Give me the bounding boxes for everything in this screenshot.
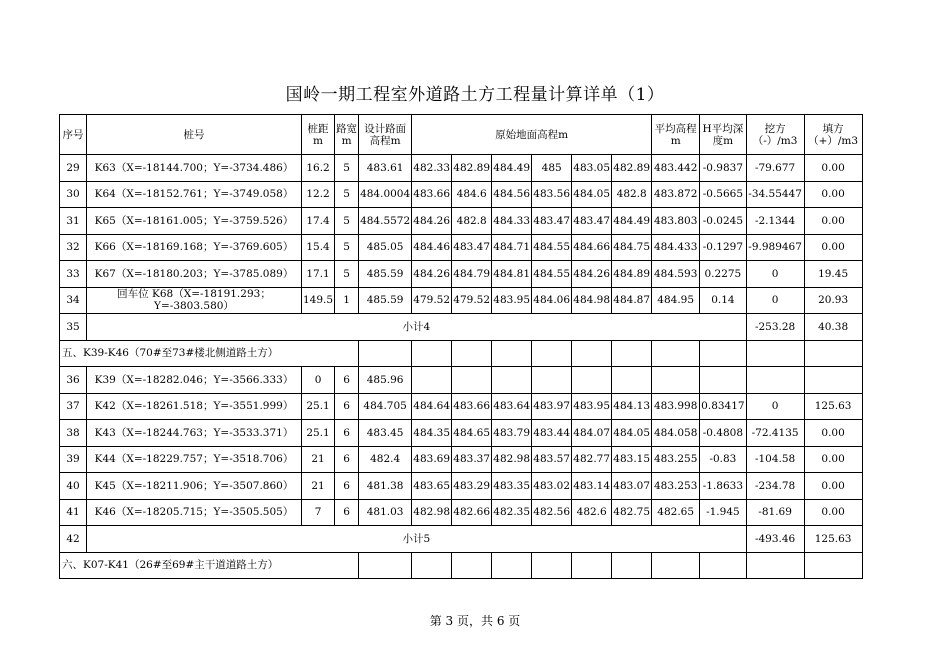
row-seq: 31 xyxy=(60,208,87,235)
row-station: K67（X=-18180.203；Y=-3785.089） xyxy=(87,261,302,288)
row-h-average: -0.4808 xyxy=(700,420,746,447)
row-distance: 25.1 xyxy=(302,420,335,447)
empty-cell xyxy=(572,340,612,367)
row-station: K66（X=-18169.168；Y=-3769.605） xyxy=(87,234,302,261)
row-original-elevation: 479.52 xyxy=(412,287,452,314)
row-average-elevation: 483.803 xyxy=(652,208,700,235)
row-design-elevation: 483.61 xyxy=(359,155,412,182)
empty-cell xyxy=(804,340,862,367)
row-original-elevation: 483.57 xyxy=(532,446,572,473)
empty-cell xyxy=(652,552,700,579)
row-original-elevation: 479.52 xyxy=(452,287,492,314)
row-original-elevation xyxy=(452,367,492,394)
row-station: K42（X=-18261.518；Y=-3551.999） xyxy=(87,393,302,420)
row-h-average: -0.5665 xyxy=(700,181,746,208)
row-seq: 35 xyxy=(60,314,87,341)
row-seq: 41 xyxy=(60,499,87,526)
row-original-elevation: 482.8 xyxy=(452,208,492,235)
row-width: 6 xyxy=(335,393,359,420)
empty-cell xyxy=(804,552,862,579)
row-original-elevation xyxy=(412,367,452,394)
empty-cell xyxy=(746,552,804,579)
row-cut: -72.4135 xyxy=(746,420,804,447)
row-average-elevation: 482.65 xyxy=(652,499,700,526)
subtotal-row xyxy=(60,314,863,341)
header-h-average: H平均深度m xyxy=(700,115,746,155)
row-original-elevation: 483.79 xyxy=(492,420,532,447)
table-row xyxy=(60,208,863,235)
row-distance: 21 xyxy=(302,446,335,473)
row-original-elevation: 484.6 xyxy=(452,181,492,208)
row-original-elevation: 483.64 xyxy=(492,393,532,420)
row-fill: 0.00 xyxy=(804,155,862,182)
row-width: 6 xyxy=(335,367,359,394)
row-distance: 149.5 xyxy=(302,287,335,314)
row-cut: 0 xyxy=(746,261,804,288)
row-original-elevation: 484.89 xyxy=(612,261,652,288)
section-row xyxy=(60,340,863,367)
row-original-elevation: 484.66 xyxy=(572,234,612,261)
table-row xyxy=(60,155,863,182)
row-design-elevation: 484.5572 xyxy=(359,208,412,235)
row-distance: 17.1 xyxy=(302,261,335,288)
row-cut: -34.55447 xyxy=(746,181,804,208)
row-station: K63（X=-18144.700；Y=-3734.486） xyxy=(87,155,302,182)
empty-cell xyxy=(492,552,532,579)
row-original-elevation: 483.47 xyxy=(452,234,492,261)
subtotal-label: 小计4 xyxy=(87,314,747,341)
row-h-average: -1.8633 xyxy=(700,473,746,500)
row-width: 6 xyxy=(335,473,359,500)
empty-cell xyxy=(572,552,612,579)
row-seq: 33 xyxy=(60,261,87,288)
row-original-elevation: 483.47 xyxy=(532,208,572,235)
row-original-elevation: 484.26 xyxy=(412,208,452,235)
empty-cell xyxy=(652,340,700,367)
row-seq: 30 xyxy=(60,181,87,208)
table-row xyxy=(60,393,863,420)
row-original-elevation: 483.35 xyxy=(492,473,532,500)
row-original-elevation: 483.07 xyxy=(612,473,652,500)
row-original-elevation: 483.47 xyxy=(572,208,612,235)
row-design-elevation: 485.96 xyxy=(359,367,412,394)
row-width: 5 xyxy=(335,234,359,261)
row-station: K46（X=-18205.715；Y=-3505.505） xyxy=(87,499,302,526)
row-original-elevation: 482.6 xyxy=(572,499,612,526)
row-cut: 0 xyxy=(746,287,804,314)
row-fill: 125.63 xyxy=(804,393,862,420)
empty-cell xyxy=(412,340,452,367)
earthwork-table xyxy=(59,114,863,579)
row-original-elevation: 484.64 xyxy=(412,393,452,420)
row-average-elevation: 483.253 xyxy=(652,473,700,500)
row-distance: 7 xyxy=(302,499,335,526)
table-row xyxy=(60,367,863,394)
row-fill: 0.00 xyxy=(804,208,862,235)
row-cut: -2.1344 xyxy=(746,208,804,235)
table-row xyxy=(60,473,863,500)
row-original-elevation: 483.97 xyxy=(532,393,572,420)
row-station: K44（X=-18229.757；Y=-3518.706） xyxy=(87,446,302,473)
row-fill: 0.00 xyxy=(804,499,862,526)
row-original-elevation: 484.06 xyxy=(532,287,572,314)
row-original-elevation: 484.13 xyxy=(612,393,652,420)
row-original-elevation: 482.77 xyxy=(572,446,612,473)
row-original-elevation: 482.98 xyxy=(412,499,452,526)
row-distance: 15.4 xyxy=(302,234,335,261)
row-original-elevation: 482.89 xyxy=(452,155,492,182)
row-original-elevation: 484.87 xyxy=(612,287,652,314)
table-row xyxy=(60,420,863,447)
header-original-elevation: 原始地面高程m xyxy=(412,115,652,155)
section-title: 六、K07-K41（26#至69#主干道道路土方） xyxy=(60,552,359,579)
row-original-elevation: 482.66 xyxy=(452,499,492,526)
row-fill: 0.00 xyxy=(804,473,862,500)
subtotal-cut: -493.46 xyxy=(746,526,804,553)
row-original-elevation: 484.79 xyxy=(452,261,492,288)
row-average-elevation: 483.998 xyxy=(652,393,700,420)
row-original-elevation: 483.02 xyxy=(532,473,572,500)
empty-cell xyxy=(359,340,412,367)
row-cut: -81.69 xyxy=(746,499,804,526)
row-original-elevation: 482.56 xyxy=(532,499,572,526)
row-width: 6 xyxy=(335,446,359,473)
row-original-elevation: 483.05 xyxy=(572,155,612,182)
row-original-elevation: 483.29 xyxy=(452,473,492,500)
row-original-elevation: 483.14 xyxy=(572,473,612,500)
row-cut: -104.58 xyxy=(746,446,804,473)
table-row xyxy=(60,446,863,473)
row-distance: 17.4 xyxy=(302,208,335,235)
row-design-elevation: 484.0004 xyxy=(359,181,412,208)
row-average-elevation: 484.593 xyxy=(652,261,700,288)
row-seq: 34 xyxy=(60,287,87,314)
row-seq: 37 xyxy=(60,393,87,420)
row-original-elevation: 485 xyxy=(532,155,572,182)
row-original-elevation: 482.89 xyxy=(612,155,652,182)
header-seq: 序号 xyxy=(60,115,87,155)
empty-cell xyxy=(412,552,452,579)
empty-cell xyxy=(532,552,572,579)
header-fill: 填方（+）/m3 xyxy=(804,115,862,155)
row-original-elevation: 482.8 xyxy=(612,181,652,208)
row-original-elevation: 484.49 xyxy=(612,208,652,235)
empty-cell xyxy=(359,552,412,579)
subtotal-fill: 40.38 xyxy=(804,314,862,341)
row-design-elevation: 482.4 xyxy=(359,446,412,473)
row-original-elevation: 483.44 xyxy=(532,420,572,447)
row-fill: 0.00 xyxy=(804,420,862,447)
row-cut: 0 xyxy=(746,393,804,420)
row-h-average: -0.1297 xyxy=(700,234,746,261)
header-design-elevation: 设计路面高程m xyxy=(359,115,412,155)
row-h-average: -1.945 xyxy=(700,499,746,526)
row-original-elevation: 484.65 xyxy=(452,420,492,447)
empty-cell xyxy=(746,340,804,367)
row-original-elevation: 483.69 xyxy=(412,446,452,473)
row-fill: 0.00 xyxy=(804,446,862,473)
table-row xyxy=(60,499,863,526)
row-original-elevation: 483.56 xyxy=(532,181,572,208)
row-design-elevation: 481.03 xyxy=(359,499,412,526)
subtotal-row xyxy=(60,526,863,553)
row-original-elevation: 483.66 xyxy=(412,181,452,208)
row-fill: 19.45 xyxy=(804,261,862,288)
empty-cell xyxy=(612,552,652,579)
row-seq: 36 xyxy=(60,367,87,394)
row-original-elevation xyxy=(492,367,532,394)
row-station: K43（X=-18244.763；Y=-3533.371） xyxy=(87,420,302,447)
row-original-elevation: 483.95 xyxy=(492,287,532,314)
row-width: 1 xyxy=(335,287,359,314)
row-original-elevation: 484.33 xyxy=(492,208,532,235)
row-h-average: -0.9837 xyxy=(700,155,746,182)
row-original-elevation: 483.65 xyxy=(412,473,452,500)
row-average-elevation: 483.255 xyxy=(652,446,700,473)
row-fill xyxy=(804,367,862,394)
row-distance: 12.2 xyxy=(302,181,335,208)
row-fill: 0.00 xyxy=(804,181,862,208)
row-seq: 38 xyxy=(60,420,87,447)
subtotal-fill: 125.63 xyxy=(804,526,862,553)
row-design-elevation: 485.05 xyxy=(359,234,412,261)
row-original-elevation: 482.98 xyxy=(492,446,532,473)
table-row xyxy=(60,181,863,208)
row-average-elevation: 483.872 xyxy=(652,181,700,208)
row-original-elevation: 483.37 xyxy=(452,446,492,473)
row-original-elevation: 484.98 xyxy=(572,287,612,314)
row-original-elevation: 482.35 xyxy=(492,499,532,526)
row-average-elevation: 483.442 xyxy=(652,155,700,182)
row-original-elevation xyxy=(572,367,612,394)
row-original-elevation xyxy=(612,367,652,394)
row-cut: -234.78 xyxy=(746,473,804,500)
row-fill: 0.00 xyxy=(804,234,862,261)
row-cut: -9.989467 xyxy=(746,234,804,261)
empty-cell xyxy=(612,340,652,367)
row-cut: -79.677 xyxy=(746,155,804,182)
row-average-elevation: 484.433 xyxy=(652,234,700,261)
row-seq: 42 xyxy=(60,526,87,553)
row-original-elevation: 483.15 xyxy=(612,446,652,473)
row-design-elevation: 481.38 xyxy=(359,473,412,500)
row-original-elevation: 484.46 xyxy=(412,234,452,261)
row-h-average: 0.83417 xyxy=(700,393,746,420)
row-original-elevation: 484.71 xyxy=(492,234,532,261)
row-design-elevation: 484.705 xyxy=(359,393,412,420)
row-seq: 32 xyxy=(60,234,87,261)
row-seq: 40 xyxy=(60,473,87,500)
row-cut xyxy=(746,367,804,394)
subtotal-label: 小计5 xyxy=(87,526,747,553)
row-original-elevation: 484.55 xyxy=(532,234,572,261)
row-original-elevation: 484.05 xyxy=(572,181,612,208)
table-header-row xyxy=(60,115,863,155)
row-width: 6 xyxy=(335,499,359,526)
header-cut: 挖方（-）/m3 xyxy=(746,115,804,155)
page-title: 国岭一期工程室外道路土方工程量计算详单（1） xyxy=(285,85,665,105)
row-original-elevation: 482.75 xyxy=(612,499,652,526)
section-title: 五、K39-K46（70#至73#楼北侧道路土方） xyxy=(60,340,359,367)
row-original-elevation: 484.75 xyxy=(612,234,652,261)
row-seq: 29 xyxy=(60,155,87,182)
row-h-average: -0.0245 xyxy=(700,208,746,235)
row-original-elevation: 484.26 xyxy=(412,261,452,288)
page-footer: 第 3 页，共 6 页 xyxy=(429,614,521,628)
row-station: K45（X=-18211.906；Y=-3507.860） xyxy=(87,473,302,500)
subtotal-cut: -253.28 xyxy=(746,314,804,341)
row-station: K65（X=-18161.005；Y=-3759.526） xyxy=(87,208,302,235)
row-original-elevation: 484.56 xyxy=(492,181,532,208)
row-original-elevation: 484.49 xyxy=(492,155,532,182)
row-original-elevation: 484.05 xyxy=(612,420,652,447)
header-distance: 桩距m xyxy=(302,115,335,155)
empty-cell xyxy=(532,340,572,367)
row-original-elevation xyxy=(532,367,572,394)
row-original-elevation: 484.26 xyxy=(572,261,612,288)
row-distance: 25.1 xyxy=(302,393,335,420)
table-row xyxy=(60,234,863,261)
row-width: 5 xyxy=(335,155,359,182)
row-average-elevation: 484.058 xyxy=(652,420,700,447)
row-design-elevation: 485.59 xyxy=(359,287,412,314)
row-distance: 0 xyxy=(302,367,335,394)
empty-cell xyxy=(452,552,492,579)
header-average-elevation: 平均高程m xyxy=(652,115,700,155)
row-width: 6 xyxy=(335,420,359,447)
empty-cell xyxy=(700,552,746,579)
row-station: K64（X=-18152.761；Y=-3749.058） xyxy=(87,181,302,208)
row-original-elevation: 484.07 xyxy=(572,420,612,447)
row-average-elevation: 484.95 xyxy=(652,287,700,314)
row-original-elevation: 483.95 xyxy=(572,393,612,420)
row-width: 5 xyxy=(335,261,359,288)
row-station: K39（X=-18282.046；Y=-3566.333） xyxy=(87,367,302,394)
row-original-elevation: 484.81 xyxy=(492,261,532,288)
empty-cell xyxy=(492,340,532,367)
empty-cell xyxy=(700,340,746,367)
table-row xyxy=(60,287,863,314)
row-distance: 21 xyxy=(302,473,335,500)
row-h-average: 0.14 xyxy=(700,287,746,314)
row-fill: 20.93 xyxy=(804,287,862,314)
row-h-average: -0.83 xyxy=(700,446,746,473)
row-design-elevation: 485.59 xyxy=(359,261,412,288)
row-station: 回车位 K68（X=-18191.293；Y=-3803.580） xyxy=(87,287,302,314)
row-original-elevation: 484.35 xyxy=(412,420,452,447)
row-original-elevation: 483.66 xyxy=(452,393,492,420)
row-distance: 16.2 xyxy=(302,155,335,182)
row-seq: 39 xyxy=(60,446,87,473)
row-original-elevation: 482.33 xyxy=(412,155,452,182)
header-station: 桩号 xyxy=(87,115,302,155)
row-average-elevation xyxy=(652,367,700,394)
table-row xyxy=(60,261,863,288)
row-design-elevation: 483.45 xyxy=(359,420,412,447)
row-h-average: 0.2275 xyxy=(700,261,746,288)
row-width: 5 xyxy=(335,181,359,208)
row-original-elevation: 484.55 xyxy=(532,261,572,288)
empty-cell xyxy=(452,340,492,367)
section-row xyxy=(60,552,863,579)
header-width: 路宽m xyxy=(335,115,359,155)
row-h-average xyxy=(700,367,746,394)
row-width: 5 xyxy=(335,208,359,235)
